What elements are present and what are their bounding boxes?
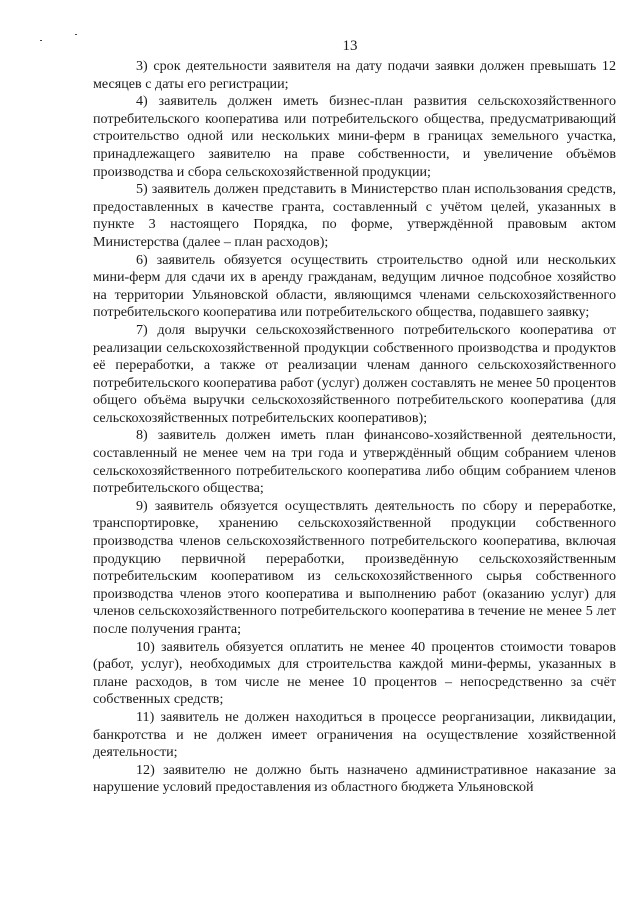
- paragraph-item-12: 12) заявителю не должно быть назначено административное наказание за нарушение условий предоставления из областного бюджета Ульяновской: [93, 761, 616, 796]
- paragraph-item-7: 7) доля выручки сельскохозяйственного потребительского кооператива от реализации сельскохозяйственной продукции собственного производства и продуктов её переработки, а также от реализации членам данного сельскохозяйственного потребительского кооператива работ (услуг) должен составлять не менее 50 процентов общего объёма выручки сельскохозяйственного потребительского кооператива (для сельскохозяйственных потребительских кооперативов);: [93, 321, 616, 426]
- page-number: 13: [342, 38, 358, 54]
- scan-mark: [75, 34, 77, 35]
- paragraph-item-4: 4) заявитель должен иметь бизнес-план развития сельскохозяйственного потребительского кооператива или потребительского общества, предусматривающий строительство одной или нескольких мини-ферм в границах земельного участка, принадлежащего заявителю на праве собственности, и увеличение объёмов производства и сбора сельскохозяйственной продукции;: [93, 93, 616, 180]
- paragraph-item-9: 9) заявитель обязуется осуществлять деятельность по сбору и переработке, транспортировке, хранению сельскохозяйственной продукции собственного производства членов сельскохозяйственного потребительского кооператива, включая продукцию первичной переработки, произведённую сельскохозяйственным потребительским кооперативом из сельскохозяйственного сырья собственного производства членов этого кооператива и выполнению работ (оказанию услуг) для членов сельскохозяйственного потребительского кооператива в течение не менее 5 лет после получения гранта;: [93, 497, 616, 637]
- paragraph-item-10: 10) заявитель обязуется оплатить не менее 40 процентов стоимости товаров (работ, услуг), необходимых для строительства каждой мини-фермы, указанных в плане расходов, в том числе не менее 10 процентов – непосредственно за счёт собственных средств;: [93, 638, 616, 708]
- paragraph-item-6: 6) заявитель обязуется осуществить строительство одной или нескольких мини-ферм для сдачи их в аренду гражданам, ведущим личное подсобное хозяйство на территории Ульяновской области, являющимся членами сельскохозяйственного потребительского кооператива или потребительского общества, подавшего заявку;: [93, 251, 616, 321]
- paragraph-item-5: 5) заявитель должен представить в Министерство план использования средств, предоставленных в качестве гранта, составленный с учётом целей, указанных в пункте 3 настоящего Порядка, по форме, утверждённой правовым актом Министерства (далее – план расходов);: [93, 181, 616, 250]
- paragraph-item-3: 3) срок деятельности заявителя на дату подачи заявки должен превышать 12 месяцев с даты его регистрации;: [93, 58, 616, 92]
- paragraph-item-11: 11) заявитель не должен находиться в процессе реорганизации, ликвидации, банкротства и не должен имеет ограничения на осуществление хозяйственной деятельности;: [93, 708, 616, 761]
- document-body: [93, 58, 616, 797]
- paragraph-item-8: 8) заявитель должен иметь план финансово-хозяйственной деятельности, составленный не менее чем на три года и утверждённый общим собранием членов сельскохозяйственного потребительского кооператива либо общим собранием членов потребительского общества;: [93, 427, 616, 497]
